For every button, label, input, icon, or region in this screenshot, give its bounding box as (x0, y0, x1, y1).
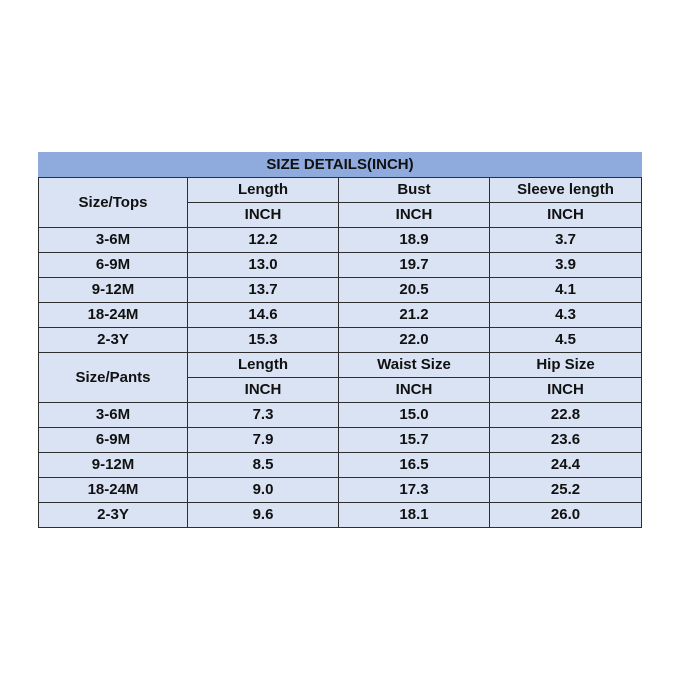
size-cell: 3-6M (39, 228, 188, 253)
value-cell: 26.0 (490, 503, 642, 528)
value-cell: 7.9 (188, 428, 339, 453)
value-cell: 12.2 (188, 228, 339, 253)
size-cell: 6-9M (39, 253, 188, 278)
value-cell: 8.5 (188, 453, 339, 478)
size-cell: 3-6M (39, 403, 188, 428)
tops-section-label: Size/Tops (39, 178, 188, 228)
value-cell: 19.7 (339, 253, 490, 278)
value-cell: 4.1 (490, 278, 642, 303)
value-cell: 15.3 (188, 328, 339, 353)
unit-cell: INCH (188, 378, 339, 403)
value-cell: 15.0 (339, 403, 490, 428)
column-header: Waist Size (339, 353, 490, 378)
value-cell: 14.6 (188, 303, 339, 328)
tops-header-row (39, 178, 642, 203)
size-cell: 9-12M (39, 453, 188, 478)
size-cell: 18-24M (39, 303, 188, 328)
value-cell: 24.4 (490, 453, 642, 478)
value-cell: 13.7 (188, 278, 339, 303)
column-header: Hip Size (490, 353, 642, 378)
table-row (39, 303, 642, 328)
size-cell: 2-3Y (39, 328, 188, 353)
table-row (39, 328, 642, 353)
unit-cell: INCH (339, 378, 490, 403)
unit-cell: INCH (339, 203, 490, 228)
column-header: Sleeve length (490, 178, 642, 203)
value-cell: 3.7 (490, 228, 642, 253)
table-row (39, 403, 642, 428)
value-cell: 7.3 (188, 403, 339, 428)
size-cell: 2-3Y (39, 503, 188, 528)
value-cell: 25.2 (490, 478, 642, 503)
unit-cell: INCH (490, 378, 642, 403)
value-cell: 4.3 (490, 303, 642, 328)
column-header: Bust (339, 178, 490, 203)
value-cell: 13.0 (188, 253, 339, 278)
column-header: Length (188, 178, 339, 203)
pants-section-label: Size/Pants (39, 353, 188, 403)
size-chart-table (38, 152, 642, 528)
value-cell: 22.8 (490, 403, 642, 428)
value-cell: 21.2 (339, 303, 490, 328)
value-cell: 18.1 (339, 503, 490, 528)
pants-header-row (39, 353, 642, 378)
size-cell: 9-12M (39, 278, 188, 303)
value-cell: 20.5 (339, 278, 490, 303)
table-row (39, 478, 642, 503)
table-row (39, 428, 642, 453)
value-cell: 3.9 (490, 253, 642, 278)
value-cell: 9.0 (188, 478, 339, 503)
value-cell: 18.9 (339, 228, 490, 253)
value-cell: 23.6 (490, 428, 642, 453)
column-header: Length (188, 353, 339, 378)
size-cell: 18-24M (39, 478, 188, 503)
table-row (39, 278, 642, 303)
value-cell: 9.6 (188, 503, 339, 528)
value-cell: 17.3 (339, 478, 490, 503)
table-title: SIZE DETAILS(INCH) (39, 153, 642, 178)
value-cell: 4.5 (490, 328, 642, 353)
value-cell: 22.0 (339, 328, 490, 353)
unit-cell: INCH (188, 203, 339, 228)
title-row (39, 153, 642, 178)
table-row (39, 228, 642, 253)
size-cell: 6-9M (39, 428, 188, 453)
unit-cell: INCH (490, 203, 642, 228)
value-cell: 16.5 (339, 453, 490, 478)
table-row (39, 253, 642, 278)
table-row (39, 453, 642, 478)
value-cell: 15.7 (339, 428, 490, 453)
table-row (39, 503, 642, 528)
